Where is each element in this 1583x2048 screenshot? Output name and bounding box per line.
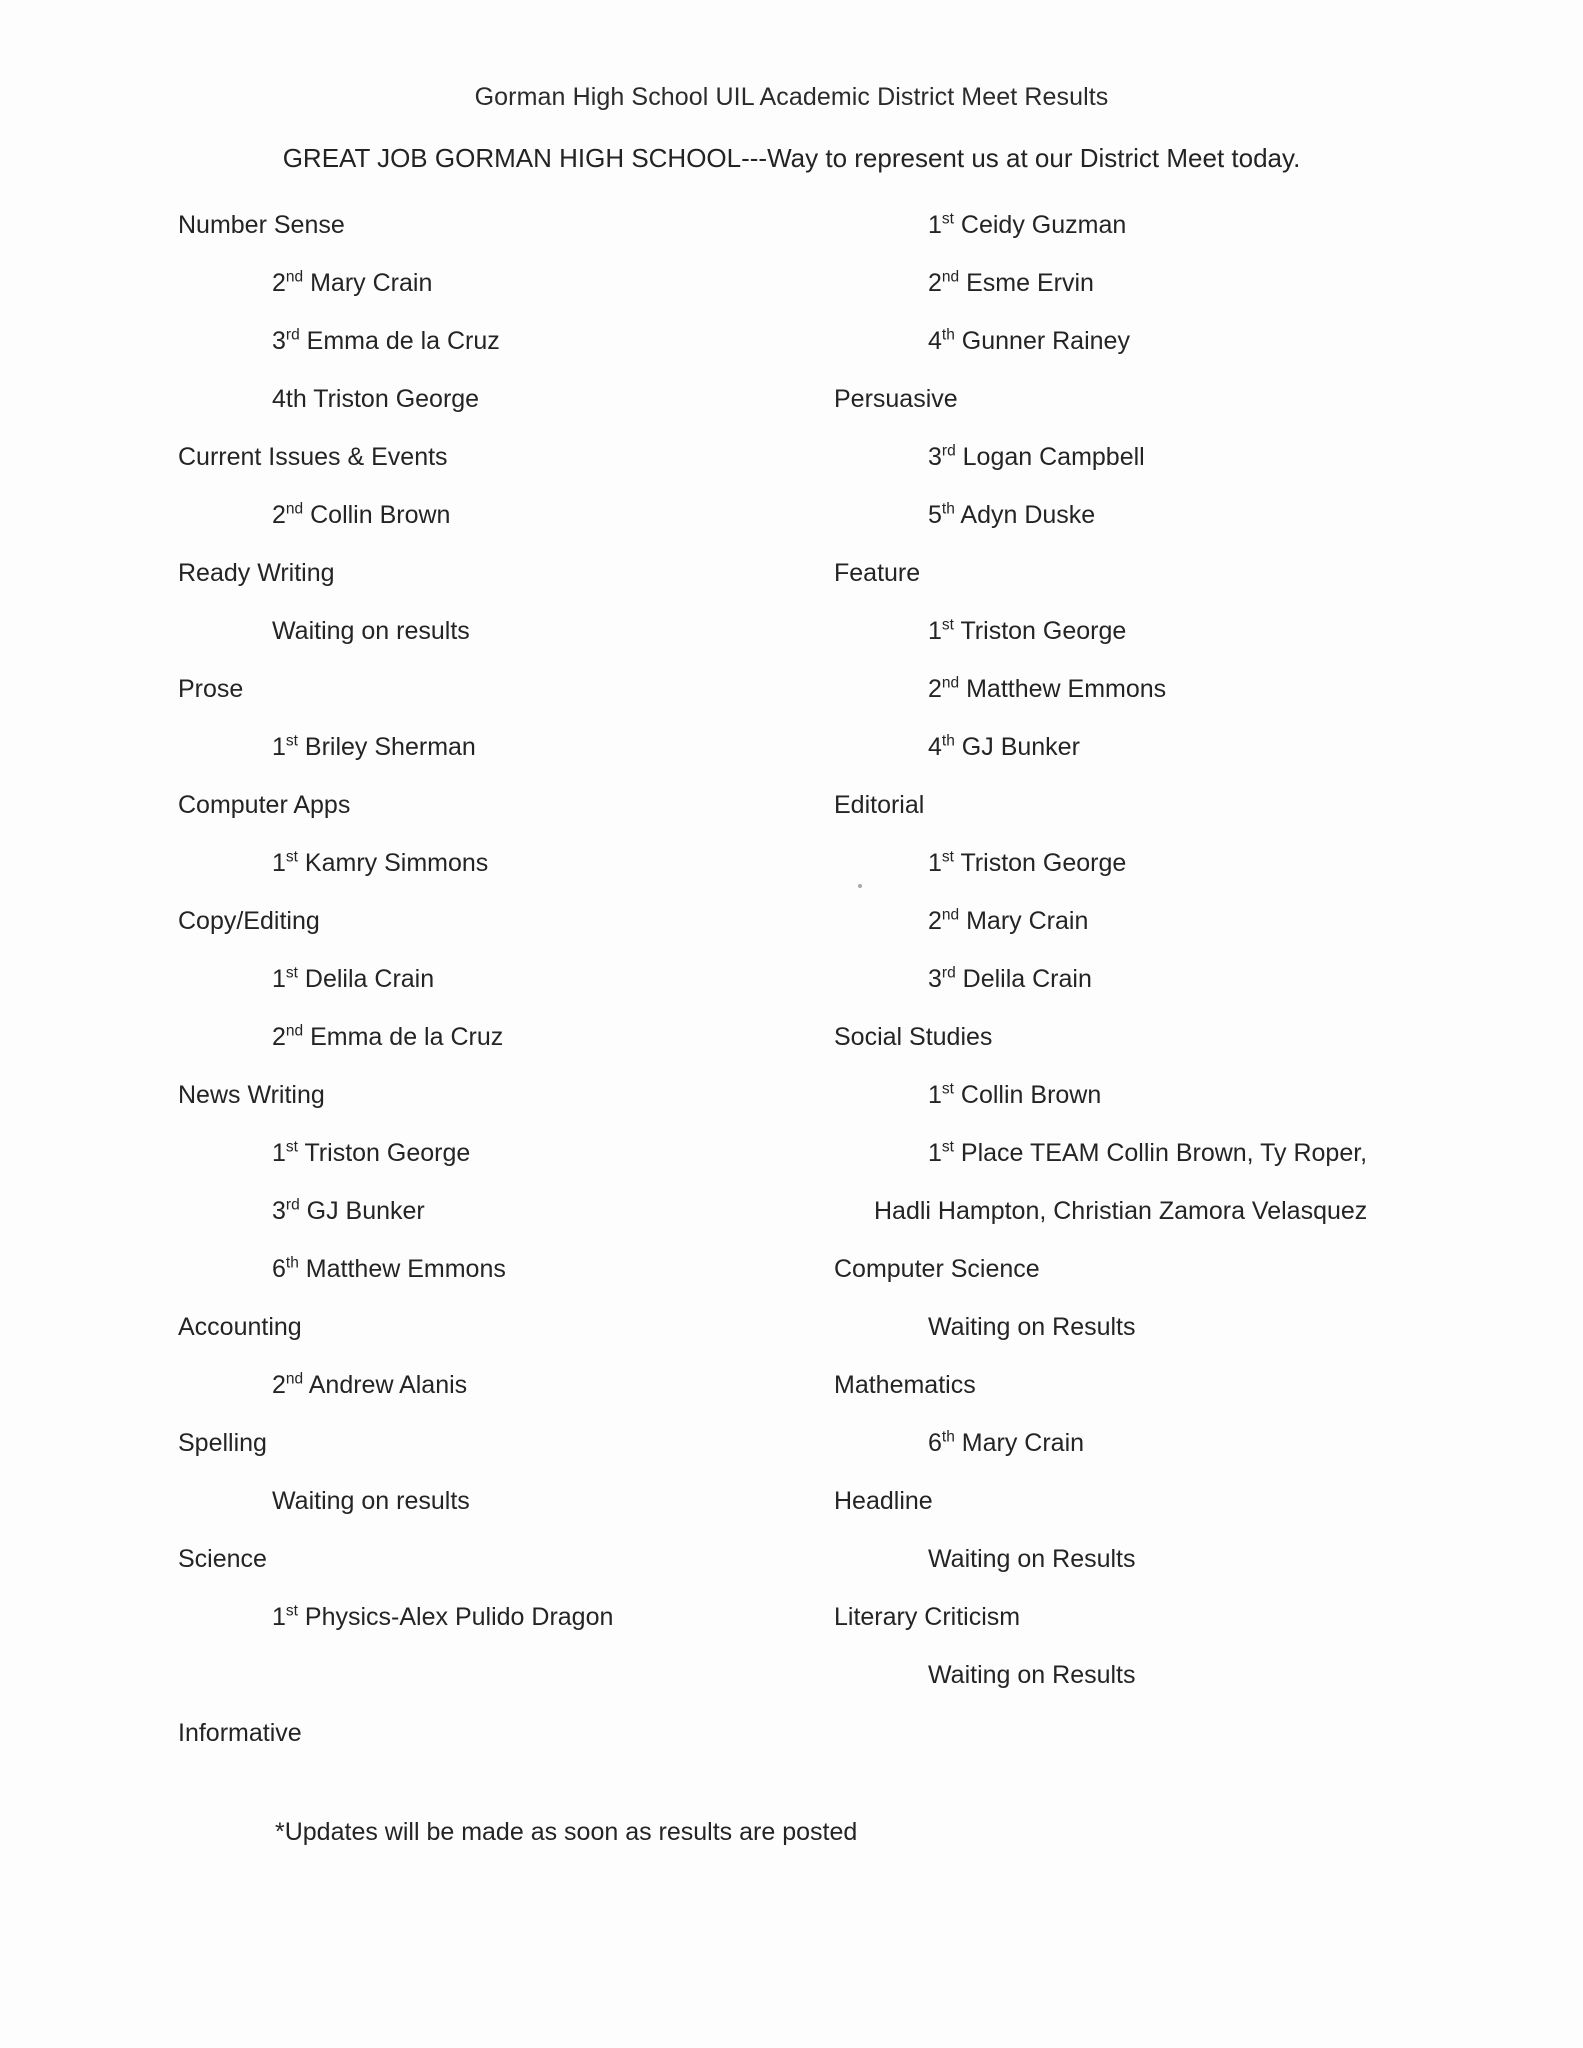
place-suffix: st	[941, 616, 954, 634]
category-label: Accounting	[178, 1313, 302, 1341]
result-text: Andrew Alanis	[308, 1371, 468, 1399]
result-text: Physics-Alex Pulido Dragon	[304, 1603, 614, 1631]
place-number: 1	[928, 849, 942, 877]
right-category-heading	[834, 1472, 1534, 1530]
place-number: 1	[272, 965, 286, 993]
left-result-row	[178, 486, 798, 544]
place-number: 1	[272, 733, 286, 761]
place-number: 3	[928, 443, 942, 471]
left-result-row	[178, 834, 798, 892]
category-label: Literary Criticism	[834, 1603, 1021, 1631]
left-result-row	[178, 1472, 798, 1530]
left-result-row	[178, 1008, 798, 1066]
right-result-row	[834, 660, 1534, 718]
result-text: Ceidy Guzman	[960, 211, 1127, 239]
right-category-heading	[834, 1356, 1534, 1414]
place-suffix: st	[285, 848, 298, 866]
right-category-heading	[834, 1008, 1534, 1066]
place-number: 3	[928, 965, 942, 993]
category-label: Ready Writing	[178, 559, 335, 587]
category-label: Mathematics	[834, 1371, 976, 1399]
right-result-row	[834, 1646, 1534, 1704]
place-suffix: st	[941, 1138, 954, 1156]
result-text: Hadli Hampton, Christian Zamora Velasquez	[874, 1197, 1368, 1225]
result-text: Waiting on results	[272, 1487, 470, 1515]
right-result-row	[834, 1298, 1534, 1356]
category-label: Computer Science	[834, 1255, 1040, 1283]
left-result-row	[178, 370, 798, 428]
place-suffix: th	[941, 732, 955, 750]
place-number: 1	[928, 1139, 942, 1167]
result-text: Esme Ervin	[966, 269, 1094, 297]
result-text: Briley Sherman	[304, 733, 476, 761]
result-text: Mary Crain	[310, 269, 433, 297]
category-label: Prose	[178, 675, 244, 703]
place-number: 2	[928, 907, 942, 935]
right-result-row	[834, 892, 1534, 950]
place-suffix: st	[941, 210, 954, 228]
category-label: Persuasive	[834, 385, 958, 413]
category-label: Science	[178, 1545, 267, 1573]
place-suffix: rd	[941, 442, 956, 460]
place-suffix: st	[285, 1602, 298, 1620]
result-text: Waiting on Results	[928, 1545, 1136, 1573]
left-spacer	[178, 1646, 798, 1704]
right-result-row	[834, 312, 1534, 370]
category-label: Computer Apps	[178, 791, 351, 819]
right-result-row	[834, 1530, 1534, 1588]
place-number: 2	[272, 501, 286, 529]
left-result-row	[178, 1356, 798, 1414]
left-category-heading	[178, 1066, 798, 1124]
place-suffix: nd	[941, 268, 960, 286]
place-suffix: nd	[941, 674, 960, 692]
place-number: 4th	[272, 385, 307, 413]
left-category-heading	[178, 428, 798, 486]
category-label: Current Issues & Events	[178, 443, 448, 471]
right-result-row	[834, 428, 1534, 486]
place-suffix: st	[285, 1138, 298, 1156]
right-category-heading	[834, 1588, 1534, 1646]
result-text: Triston George	[313, 385, 480, 413]
place-number: 6	[928, 1429, 942, 1457]
result-text: Triston George	[960, 617, 1127, 645]
result-text: Matthew Emmons	[305, 1255, 506, 1283]
result-text: GJ Bunker	[306, 1197, 425, 1225]
result-text: Waiting on Results	[928, 1661, 1136, 1689]
result-text: Waiting on Results	[928, 1313, 1136, 1341]
place-suffix: rd	[285, 1196, 300, 1214]
left-category-heading	[178, 892, 798, 950]
right-result-row	[834, 950, 1534, 1008]
category-label: News Writing	[178, 1081, 325, 1109]
result-text: Waiting on results	[272, 617, 470, 645]
right-result-row	[834, 1124, 1534, 1182]
result-text: Emma de la Cruz	[310, 1023, 504, 1051]
result-text: Triston George	[960, 849, 1127, 877]
scan-speck	[858, 884, 862, 888]
place-suffix: th	[941, 326, 955, 344]
right-result-row	[834, 834, 1534, 892]
left-result-row	[178, 602, 798, 660]
category-label: Number Sense	[178, 211, 345, 239]
place-number: 1	[928, 617, 942, 645]
result-text: GJ Bunker	[961, 733, 1080, 761]
category-label: Editorial	[834, 791, 925, 819]
right-result-row	[834, 486, 1534, 544]
left-category-heading	[178, 1298, 798, 1356]
footer-note: *Updates will be made as soon as results are posted	[275, 1818, 858, 1846]
result-text: Kamry Simmons	[304, 849, 489, 877]
left-category-heading	[178, 776, 798, 834]
place-number: 1	[272, 849, 286, 877]
right-category-heading	[834, 1240, 1534, 1298]
results-column-left	[178, 196, 798, 1762]
place-number: 4	[928, 733, 942, 761]
results-column-right	[834, 196, 1534, 1704]
left-category-heading	[178, 1704, 798, 1762]
place-suffix: nd	[941, 906, 960, 924]
left-result-row	[178, 1240, 798, 1298]
place-suffix: st	[285, 964, 298, 982]
result-text: Logan Campbell	[962, 443, 1145, 471]
result-text: Collin Brown	[960, 1081, 1102, 1109]
left-category-heading	[178, 1414, 798, 1472]
place-number: 3	[272, 327, 286, 355]
category-label: Informative	[178, 1719, 302, 1747]
place-number: 6	[272, 1255, 286, 1283]
result-text: Delila Crain	[962, 965, 1092, 993]
result-text: Mary Crain	[961, 1429, 1085, 1457]
right-result-row	[834, 1066, 1534, 1124]
right-result-row	[834, 718, 1534, 776]
left-result-row	[178, 254, 798, 312]
right-category-heading	[834, 370, 1534, 428]
result-text: Matthew Emmons	[966, 675, 1167, 703]
place-suffix: th	[941, 500, 955, 518]
result-text: Adyn Duske	[960, 501, 1096, 529]
place-number: 2	[272, 269, 286, 297]
right-category-heading	[834, 776, 1534, 834]
place-number: 1	[928, 1081, 942, 1109]
right-result-row	[834, 1182, 1534, 1240]
result-text: Mary Crain	[966, 907, 1089, 935]
place-suffix: st	[941, 848, 954, 866]
page-subtitle: GREAT JOB GORMAN HIGH SCHOOL---Way to represent us at our District Meet today.	[282, 143, 1301, 173]
result-text: Delila Crain	[304, 965, 435, 993]
result-text: Place TEAM Collin Brown, Ty Roper,	[960, 1139, 1368, 1167]
place-number: 5	[928, 501, 942, 529]
place-number: 2	[928, 675, 942, 703]
place-number: 2	[272, 1371, 286, 1399]
right-result-row	[834, 196, 1534, 254]
result-text: Triston George	[304, 1139, 471, 1167]
category-label: Feature	[834, 559, 921, 587]
result-text: Collin Brown	[310, 501, 451, 529]
page-title: Gorman High School UIL Academic District Meet Results	[474, 83, 1109, 111]
place-number: 1	[272, 1139, 286, 1167]
right-result-row	[834, 1414, 1534, 1472]
place-suffix: rd	[941, 964, 956, 982]
place-number: 2	[272, 1023, 286, 1051]
category-label: Copy/Editing	[178, 907, 320, 935]
place-suffix: th	[941, 1428, 955, 1446]
category-label: Headline	[834, 1487, 933, 1515]
place-number: 2	[928, 269, 942, 297]
left-result-row	[178, 1182, 798, 1240]
result-text: Gunner Rainey	[961, 327, 1130, 355]
place-suffix: st	[285, 732, 298, 750]
right-category-heading	[834, 544, 1534, 602]
place-suffix: nd	[285, 1022, 304, 1040]
place-suffix: nd	[285, 268, 304, 286]
result-text: Emma de la Cruz	[306, 327, 500, 355]
left-result-row	[178, 718, 798, 776]
left-category-heading	[178, 544, 798, 602]
place-suffix: rd	[285, 326, 300, 344]
category-label: Social Studies	[834, 1023, 993, 1051]
place-number: 1	[272, 1603, 286, 1631]
place-suffix: th	[285, 1254, 299, 1272]
left-result-row	[178, 950, 798, 1008]
left-category-heading	[178, 660, 798, 718]
left-result-row	[178, 312, 798, 370]
place-number: 1	[928, 211, 942, 239]
right-result-row	[834, 254, 1534, 312]
place-number: 3	[272, 1197, 286, 1225]
left-result-row	[178, 1588, 798, 1646]
left-category-heading	[178, 196, 798, 254]
category-label: Spelling	[178, 1429, 267, 1457]
left-category-heading	[178, 1530, 798, 1588]
right-result-row	[834, 602, 1534, 660]
place-suffix: st	[941, 1080, 954, 1098]
place-number: 4	[928, 327, 942, 355]
left-result-row	[178, 1124, 798, 1182]
place-suffix: nd	[285, 500, 304, 518]
place-suffix: nd	[285, 1370, 304, 1388]
